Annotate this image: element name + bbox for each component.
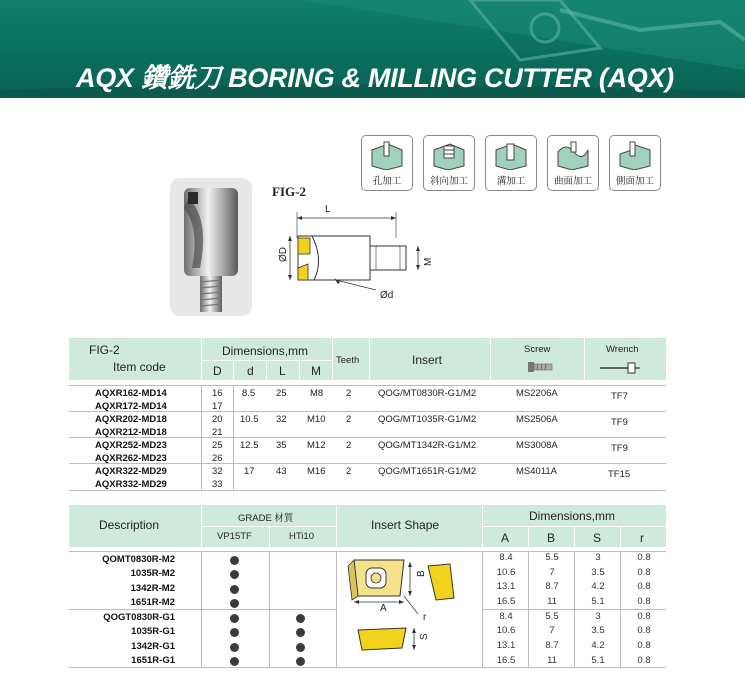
grade-dot-vp15tf xyxy=(230,599,239,608)
grade-dot-vp15tf xyxy=(230,614,239,623)
table1-wrench: TF9 xyxy=(611,443,628,454)
table2-r: 0.8 xyxy=(637,581,651,592)
table1-code: AQXR162-MD14 xyxy=(95,388,167,399)
table1-teeth: 2 xyxy=(346,388,352,399)
process-hole xyxy=(361,135,413,191)
divider xyxy=(490,338,491,380)
table1-D: 17 xyxy=(212,401,223,412)
table1-screw: MS3008A xyxy=(516,440,558,451)
table2-B: 7 xyxy=(549,567,555,578)
cutter-drawing xyxy=(276,198,446,300)
table2-B: 11 xyxy=(547,655,557,666)
insert-dim-B: B xyxy=(416,570,427,577)
table2-A: 8.4 xyxy=(499,611,513,622)
grade-dot-vp15tf xyxy=(230,643,239,652)
table1-header-D: D xyxy=(213,364,222,378)
table2-desc: 1035R-G1 xyxy=(131,626,175,637)
table2-r: 0.8 xyxy=(637,625,651,636)
table2-B: 5.5 xyxy=(545,611,559,622)
table1-fig-label: FIG-2 xyxy=(89,343,120,357)
table2-desc: 1035R-M2 xyxy=(130,568,175,579)
table2-r: 0.8 xyxy=(637,655,651,666)
table2-r: 0.8 xyxy=(637,567,651,578)
table1-header-dimensions: Dimensions,mm xyxy=(222,344,309,358)
table2-r: 0.8 xyxy=(637,640,651,651)
divider xyxy=(528,527,529,547)
process-label: 溝加工 xyxy=(496,176,526,187)
process-label: 曲面加工 xyxy=(553,176,592,187)
table2-r: 0.8 xyxy=(637,552,651,563)
table1-header-L: L xyxy=(279,364,286,378)
table2-A: 16.5 xyxy=(496,655,516,666)
grade-dot-vp15tf xyxy=(230,628,239,637)
cutter-photo xyxy=(170,178,252,316)
grade-dot-hti10 xyxy=(296,628,305,637)
table1-d: 12.5 xyxy=(240,440,259,451)
table1-header-insert: Insert xyxy=(412,353,443,367)
table1-screw: MS2206A xyxy=(516,388,558,399)
table1-M: M12 xyxy=(307,440,326,451)
divider xyxy=(336,505,337,547)
table2-desc: 1342R-M2 xyxy=(130,583,175,594)
table1-D: 26 xyxy=(212,453,223,464)
grade-dot-hti10 xyxy=(296,643,305,652)
grade-dot-hti10 xyxy=(296,657,305,666)
table2-header-B: B xyxy=(547,531,556,545)
table1-d: 10.5 xyxy=(240,414,259,425)
table1-code: AQXR262-MD23 xyxy=(95,453,167,464)
table1-L: 43 xyxy=(276,466,287,477)
table2-desc: 1651R-M2 xyxy=(130,597,175,608)
table1-D: 33 xyxy=(212,479,223,490)
divider xyxy=(266,361,267,380)
table1-insert: QOG/MT1342R-G1/M2 xyxy=(378,440,477,451)
divider xyxy=(332,338,333,380)
divider xyxy=(269,526,270,547)
process-slotting xyxy=(485,135,537,191)
grade-dot-hti10 xyxy=(296,614,305,623)
table1-M: M10 xyxy=(307,414,326,425)
curved-surface-icon xyxy=(554,140,592,170)
table2-header-S: S xyxy=(593,531,602,545)
insert-dim-A: A xyxy=(380,603,387,614)
table2-r: 0.8 xyxy=(637,596,651,607)
table1-header-d: d xyxy=(247,364,254,378)
table1-screw: MS4011A xyxy=(516,466,558,477)
hole-machining-icon xyxy=(368,140,406,170)
table2-header-A: A xyxy=(501,531,510,545)
table1-D: 16 xyxy=(212,388,223,399)
table1-header-screw: Screw xyxy=(524,344,551,355)
divider xyxy=(299,361,300,380)
table2-A: 13.1 xyxy=(496,581,516,592)
table1-wrench: TF9 xyxy=(611,417,628,428)
table2-header-description: Description xyxy=(99,518,160,532)
table2-S: 3.5 xyxy=(591,625,605,636)
dim-M-label: M xyxy=(423,257,434,266)
table2-A: 16.5 xyxy=(496,596,516,607)
table2-S: 3 xyxy=(595,552,601,563)
table2-S: 5.1 xyxy=(591,596,605,607)
process-curved xyxy=(547,135,599,191)
dim-d-label: Ød xyxy=(380,290,394,301)
divider xyxy=(369,338,370,380)
divider xyxy=(574,527,575,547)
table2-header-insert-shape: Insert Shape xyxy=(371,518,440,532)
process-ramping xyxy=(423,135,475,191)
figure-label: FIG-2 xyxy=(272,184,306,199)
table2-header-vp15tf: VP15TF xyxy=(217,531,252,542)
table2-header-dimensions: Dimensions,mm xyxy=(529,509,616,523)
table2-header-hti10: HTi10 xyxy=(289,531,314,542)
table1-insert: QOG/MT0830R-G1/M2 xyxy=(378,388,477,399)
process-label: 側面加工 xyxy=(615,176,654,187)
wrench-icon xyxy=(598,360,642,376)
table2-B: 11 xyxy=(547,596,557,607)
table2-r: 0.8 xyxy=(637,611,651,622)
table2-header-grade: GRADE 材質 xyxy=(238,513,294,524)
table2-desc: QOGT0830R-G1 xyxy=(103,612,175,623)
table1-d: 8.5 xyxy=(242,388,256,399)
table1-D: 25 xyxy=(212,440,223,451)
table1-header-teeth: Teeth xyxy=(336,355,360,366)
table2-A: 10.6 xyxy=(496,625,516,636)
table2-S: 3.5 xyxy=(591,567,605,578)
grade-dot-vp15tf xyxy=(230,657,239,666)
table2-A: 8.4 xyxy=(499,552,513,563)
table1-screw: MS2506A xyxy=(516,414,558,425)
table1-L: 35 xyxy=(276,440,287,451)
table2-S: 5.1 xyxy=(591,655,605,666)
table1-code: AQXR172-MD14 xyxy=(95,401,167,412)
slotting-icon xyxy=(492,140,530,170)
table1-code: AQXR322-MD29 xyxy=(95,466,167,477)
table1-header-item-code: Item code xyxy=(113,360,166,374)
process-side xyxy=(609,135,661,191)
table1-insert: QOG/MT1651R-G1/M2 xyxy=(378,466,477,477)
table2-desc: 1651R-G1 xyxy=(131,655,175,666)
table1-L: 32 xyxy=(276,414,287,425)
divider xyxy=(233,361,234,380)
table1-M: M16 xyxy=(307,466,326,477)
dim-D-label: ØD xyxy=(278,247,289,262)
table1-D: 20 xyxy=(212,414,223,425)
table1-d: 17 xyxy=(244,466,255,477)
table1-header-M: M xyxy=(311,364,321,378)
table1-wrench: TF7 xyxy=(611,391,628,402)
page-title: AQX 鑽銑刀 BORING & MILLING CUTTER (AQX) xyxy=(76,63,674,93)
table1-M: M8 xyxy=(310,388,324,399)
table1-teeth: 2 xyxy=(346,414,352,425)
divider xyxy=(201,526,336,527)
ramping-icon xyxy=(430,140,468,170)
dim-L-label: L xyxy=(325,204,331,215)
divider xyxy=(620,527,621,547)
table1-insert: QOG/MT1035R-G1/M2 xyxy=(378,414,477,425)
process-label: 斜向加工 xyxy=(429,176,468,187)
divider xyxy=(584,338,585,380)
table1-teeth: 2 xyxy=(346,466,352,477)
insert-dim-S: S xyxy=(419,633,430,640)
table1-code: AQXR202-MD18 xyxy=(95,414,167,425)
table2-header-r: r xyxy=(640,531,644,545)
table2-S: 4.2 xyxy=(591,581,605,592)
grade-dot-vp15tf xyxy=(230,585,239,594)
grade-dot-vp15tf xyxy=(230,570,239,579)
table1-teeth: 2 xyxy=(346,440,352,451)
table1-L: 25 xyxy=(276,388,287,399)
table1-code: AQXR252-MD23 xyxy=(95,440,167,451)
grade-dot-vp15tf xyxy=(230,556,239,565)
table2-desc: 1342R-G1 xyxy=(131,641,175,652)
table2-B: 8.7 xyxy=(545,640,559,651)
insert-dim-r: r xyxy=(423,612,427,623)
divider xyxy=(201,338,202,380)
table2-B: 7 xyxy=(549,625,555,636)
table2-desc: QOMT0830R-M2 xyxy=(102,554,175,565)
table2-S: 4.2 xyxy=(591,640,605,651)
insert-shape-drawing xyxy=(344,556,476,666)
table2-S: 3 xyxy=(595,611,601,622)
header-banner xyxy=(0,0,745,98)
table2-A: 10.6 xyxy=(496,567,516,578)
side-milling-icon xyxy=(616,140,654,170)
table1-D: 32 xyxy=(212,466,223,477)
table1-header-wrench: Wrench xyxy=(606,344,639,355)
table2-A: 13.1 xyxy=(496,640,516,651)
process-label: 孔加工 xyxy=(372,176,402,187)
screw-icon xyxy=(526,359,554,375)
table2-B: 5.5 xyxy=(545,552,559,563)
table1-D: 21 xyxy=(212,427,223,438)
table1-code: AQXR212-MD18 xyxy=(95,427,167,438)
table1-wrench: TF15 xyxy=(608,469,631,480)
table2-B: 8.7 xyxy=(545,581,559,592)
table1-code: AQXR332-MD29 xyxy=(95,479,167,490)
